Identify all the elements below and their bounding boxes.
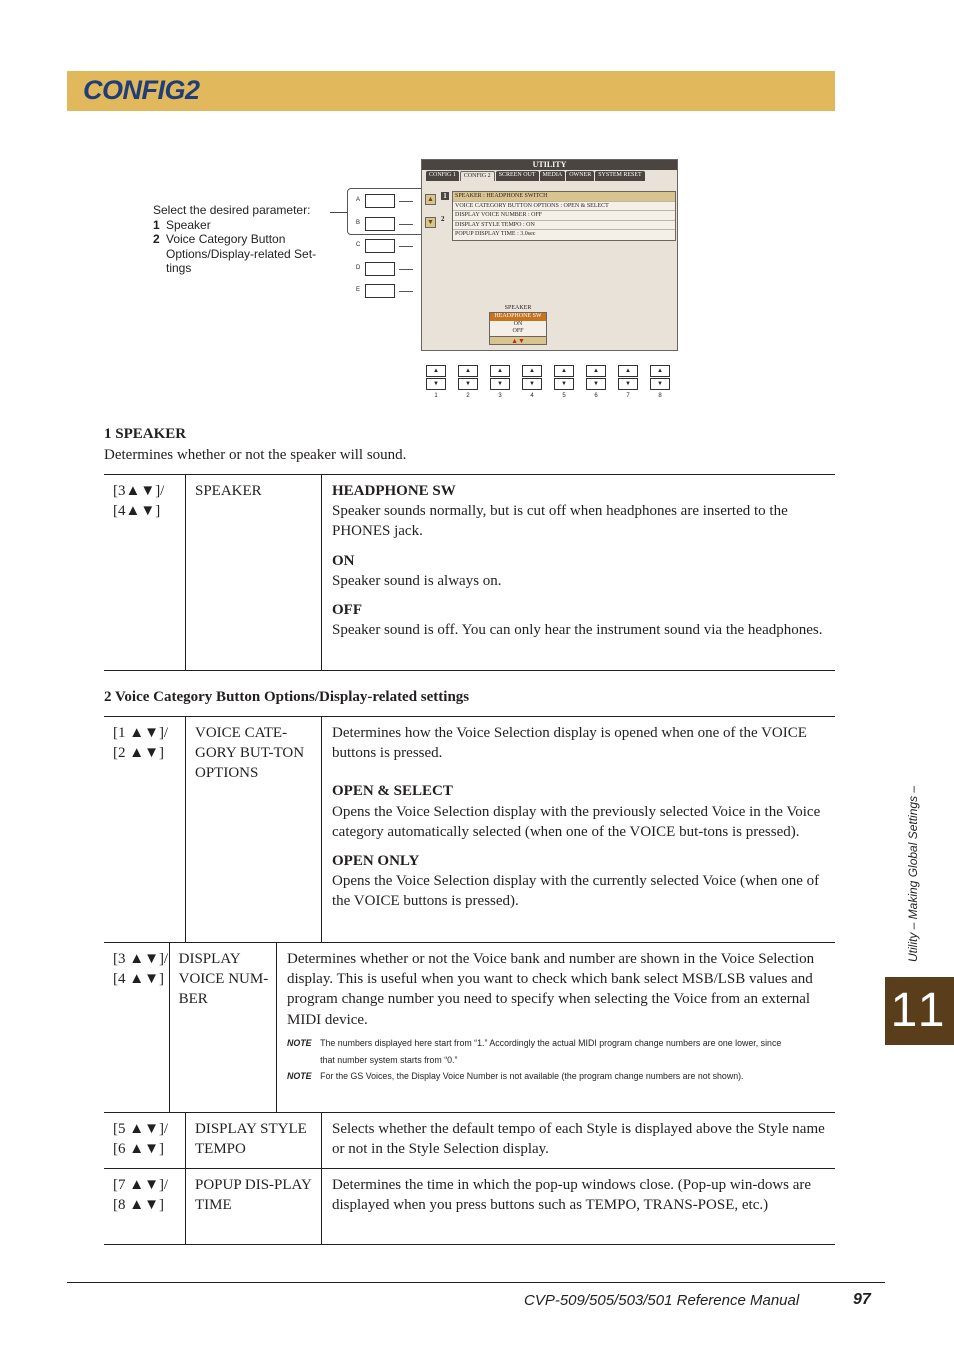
up-arrow-icon[interactable]: ▲: [490, 365, 510, 377]
parameter-cell: VOICE CATE-GORY BUT-TON OPTIONS: [186, 717, 322, 942]
description-cell: [322, 475, 835, 670]
option-title: ON: [332, 552, 355, 569]
bottom-button-3[interactable]: [490, 365, 510, 390]
button-cell: [104, 475, 186, 670]
button-cell: [104, 1169, 186, 1244]
side-button-b[interactable]: [365, 217, 395, 231]
callout-item: [153, 232, 328, 276]
speaker-option[interactable]: ON: [513, 320, 523, 327]
callout-item-text: Speaker: [166, 217, 211, 232]
bottom-button-label: 6: [594, 393, 598, 399]
up-arrow-icon[interactable]: ▲: [650, 365, 670, 377]
button-cell: [104, 717, 186, 942]
parameter-cell: SPEAKER: [186, 475, 322, 670]
voice-category-heading: 2 Voice Category Button Options/Display-related settings: [104, 689, 470, 705]
tab-owner[interactable]: OWNER: [566, 171, 594, 181]
speaker-option-box: [489, 312, 547, 345]
bottom-button-label: 5: [562, 393, 566, 399]
option-text: Opens the Voice Selection display with the currently selected Voice (when one of the VOICE buttons is pressed).: [332, 873, 820, 910]
description-cell: Determines the time in which the pop-up windows close. (Pop-up win-dows are displayed when you press buttons such as TEMPO, TRANS-POSE, etc.): [332, 1177, 812, 1214]
chapter-number-tab: 11: [885, 977, 954, 1045]
note-text: For the GS Voices, the Display Voice Number is not available (the program change numbers are not shown).: [320, 1071, 744, 1083]
list-item[interactable]: POPUP DISPLAY TIME : 3.0sec: [455, 231, 536, 237]
up-arrow-icon[interactable]: ▲: [522, 365, 542, 377]
option-text: Speaker sound is off. You can only hear the instrument sound via the headphones.: [332, 622, 823, 639]
side-button-d[interactable]: [365, 262, 395, 276]
bottom-button-2[interactable]: [458, 365, 478, 390]
list-item[interactable]: DISPLAY VOICE NUMBER : OFF: [453, 211, 675, 221]
button-cell: [104, 1113, 186, 1168]
speaker-intro: Determines whether or not the speaker will sound.: [104, 447, 407, 463]
button-label: [8 ▲▼]: [113, 1197, 164, 1213]
bottom-button-7[interactable]: [618, 365, 638, 390]
voice-category-table: [104, 716, 835, 1245]
list-item[interactable]: DISPLAY STYLE TEMPO : ON: [453, 221, 675, 231]
speaker-heading: 1 SPEAKER: [104, 426, 187, 442]
list-group-number: 1: [441, 192, 449, 200]
up-arrow-icon[interactable]: ▲: [586, 365, 606, 377]
down-arrow-icon[interactable]: ▼: [426, 378, 446, 390]
parameter-list: [452, 191, 676, 241]
screen-title: UTILITY: [422, 160, 677, 170]
note-text: The numbers displayed here start from “1.” Accordingly the actual MIDI program change numbers are one lower, since that number system starts from “0.”: [320, 1037, 782, 1066]
note-tag: NOTE: [287, 1037, 312, 1049]
side-button-label: B: [356, 220, 361, 226]
table-row: [104, 1169, 835, 1244]
description-cell: [322, 717, 835, 942]
bottom-button-label: 8: [658, 393, 662, 399]
button-label: [6 ▲▼]: [113, 1141, 164, 1157]
button-label: [1 ▲▼]/: [113, 725, 169, 741]
down-arrow-icon[interactable]: ▼: [490, 378, 510, 390]
tab-config1[interactable]: CONFIG 1: [426, 171, 459, 181]
side-button-dash: [399, 224, 413, 225]
parameter-cell: DISPLAY VOICE NUM-BER: [170, 943, 277, 1112]
bottom-button-label: 3: [498, 393, 502, 399]
down-arrow-icon[interactable]: ▼: [522, 378, 542, 390]
button-label: [2 ▲▼]: [113, 745, 164, 761]
button-label: [4 ▲▼]: [113, 971, 164, 987]
side-button-label: C: [356, 242, 361, 248]
bottom-button-label: 1: [434, 393, 438, 399]
option-title: HEADPHONE SW: [332, 483, 456, 499]
callout-item: [153, 218, 328, 233]
callout-item-number: 2: [153, 232, 160, 247]
note: [287, 1036, 784, 1069]
section-banner: [67, 71, 835, 111]
list-item[interactable]: VOICE CATEGORY BUTTON OPTIONS : OPEN & SELECT: [453, 202, 675, 212]
option-title: OPEN ONLY: [332, 853, 420, 870]
page-number: 97: [853, 1291, 871, 1308]
side-button-label: D: [356, 265, 361, 271]
note-tag: NOTE: [287, 1071, 312, 1083]
up-down-icon[interactable]: ▲▼: [490, 336, 546, 344]
description-text: Determines whether or not the Voice bank and number are shown in the Voice Selection display. This is useful when you want to check which bank select MSB/LSB values and program change number you need to specify when selecting the Voice from an external MIDI device.: [287, 951, 815, 1028]
down-arrow-icon[interactable]: ▼: [554, 378, 574, 390]
callout-item-text: Voice Category Button Options/Display-related Set-tings: [166, 232, 317, 276]
side-button-dash: [399, 201, 413, 202]
option-text: Speaker sound is always on.: [332, 572, 502, 589]
speaker-option[interactable]: OFF: [512, 328, 524, 334]
callout-item-number: 1: [153, 217, 160, 232]
bottom-button-label: 2: [466, 393, 470, 399]
bottom-button-label: 4: [530, 393, 534, 399]
tab-media[interactable]: MEDIA: [540, 171, 566, 181]
description-cell: Selects whether the default tempo of each Style is displayed above the Style name or not in the Style Selection display.: [332, 1121, 825, 1158]
tab-system-reset[interactable]: SYSTEM RESET: [595, 171, 645, 181]
table-row: [104, 943, 835, 1113]
footer-manual-title: CVP-509/505/503/501 Reference Manual: [524, 1292, 800, 1309]
note: [287, 1069, 784, 1086]
down-arrow-icon[interactable]: ▼: [650, 378, 670, 390]
down-arrow-icon[interactable]: ▼: [458, 378, 478, 390]
table-row: [104, 475, 835, 670]
list-item[interactable]: SPEAKER : HEADPHONE SWITCH: [453, 192, 675, 202]
bottom-button-6[interactable]: [586, 365, 606, 390]
up-arrow-icon[interactable]: ▲: [554, 365, 574, 377]
button-cell: [104, 943, 170, 1112]
option-text: Opens the Voice Selection display with the previously selected Voice in the Voice category automatically selected (when one of the VOICE but-tons is pressed).: [332, 803, 821, 840]
speaker-parameter: [489, 304, 547, 345]
side-button-a[interactable]: [365, 194, 395, 208]
section-title: CONFIG2: [83, 75, 200, 105]
table-row: [104, 1113, 835, 1169]
parameter-cell: DISPLAY STYLE TEMPO: [186, 1113, 322, 1168]
down-arrow-icon[interactable]: ▼: [618, 378, 638, 390]
list-group-number: 2: [441, 215, 445, 223]
option-title: OPEN & SELECT: [332, 783, 453, 800]
screen-tabs: [426, 171, 646, 181]
up-arrow-icon[interactable]: ▲: [618, 365, 638, 377]
button-label: [5 ▲▼]/: [113, 1121, 169, 1137]
side-button-dash: [399, 246, 413, 247]
speaker-table: [104, 474, 835, 671]
scroll-down-icon[interactable]: ▼: [425, 217, 436, 228]
chapter-side-title: Utility – Making Global Settings –: [906, 785, 920, 962]
footer-rule: [67, 1282, 885, 1283]
button-label: [4▲▼]: [113, 503, 161, 519]
bottom-button-4[interactable]: [522, 365, 542, 390]
lcd-screen: [421, 159, 678, 351]
side-button-e[interactable]: [365, 284, 395, 298]
tab-screen-out[interactable]: SCREEN OUT: [496, 171, 539, 181]
side-button-dash: [399, 291, 413, 292]
bottom-button-label: 7: [626, 393, 630, 399]
option-text: Speaker sounds normally, but is cut off when headphones are inserted to the PHONES jack.: [332, 503, 788, 540]
button-label: [3 ▲▼]/: [113, 951, 169, 967]
side-button-label: E: [356, 287, 361, 293]
callout-intro: Select the desired parameter:: [153, 203, 311, 217]
side-button-dash: [399, 269, 413, 270]
up-arrow-icon[interactable]: ▲: [458, 365, 478, 377]
bottom-button-1[interactable]: [426, 365, 446, 390]
button-label: [3▲▼]/: [113, 483, 165, 499]
up-arrow-icon[interactable]: ▲: [426, 365, 446, 377]
side-button-label: A: [356, 197, 361, 203]
bottom-button-5[interactable]: [554, 365, 574, 390]
callout-leader-line: [330, 212, 347, 213]
figure-callout: [153, 203, 328, 276]
bottom-button-8[interactable]: [650, 365, 670, 390]
side-button-c[interactable]: [365, 239, 395, 253]
button-label: [7 ▲▼]/: [113, 1177, 169, 1193]
description-cell: [277, 943, 835, 1112]
speaker-parameter-label: SPEAKER: [504, 305, 532, 311]
parameter-cell: POPUP DIS-PLAY TIME: [186, 1169, 322, 1244]
speaker-option[interactable]: HEADPHONE SW: [490, 313, 546, 321]
tab-config2[interactable]: CONFIG 2: [460, 171, 495, 181]
table-row: [104, 717, 835, 943]
scroll-up-icon[interactable]: ▲: [425, 194, 436, 205]
description-text: Determines how the Voice Selection display is opened when one of the VOICE buttons is pressed.: [332, 725, 807, 762]
down-arrow-icon[interactable]: ▼: [586, 378, 606, 390]
option-title: OFF: [332, 602, 362, 619]
